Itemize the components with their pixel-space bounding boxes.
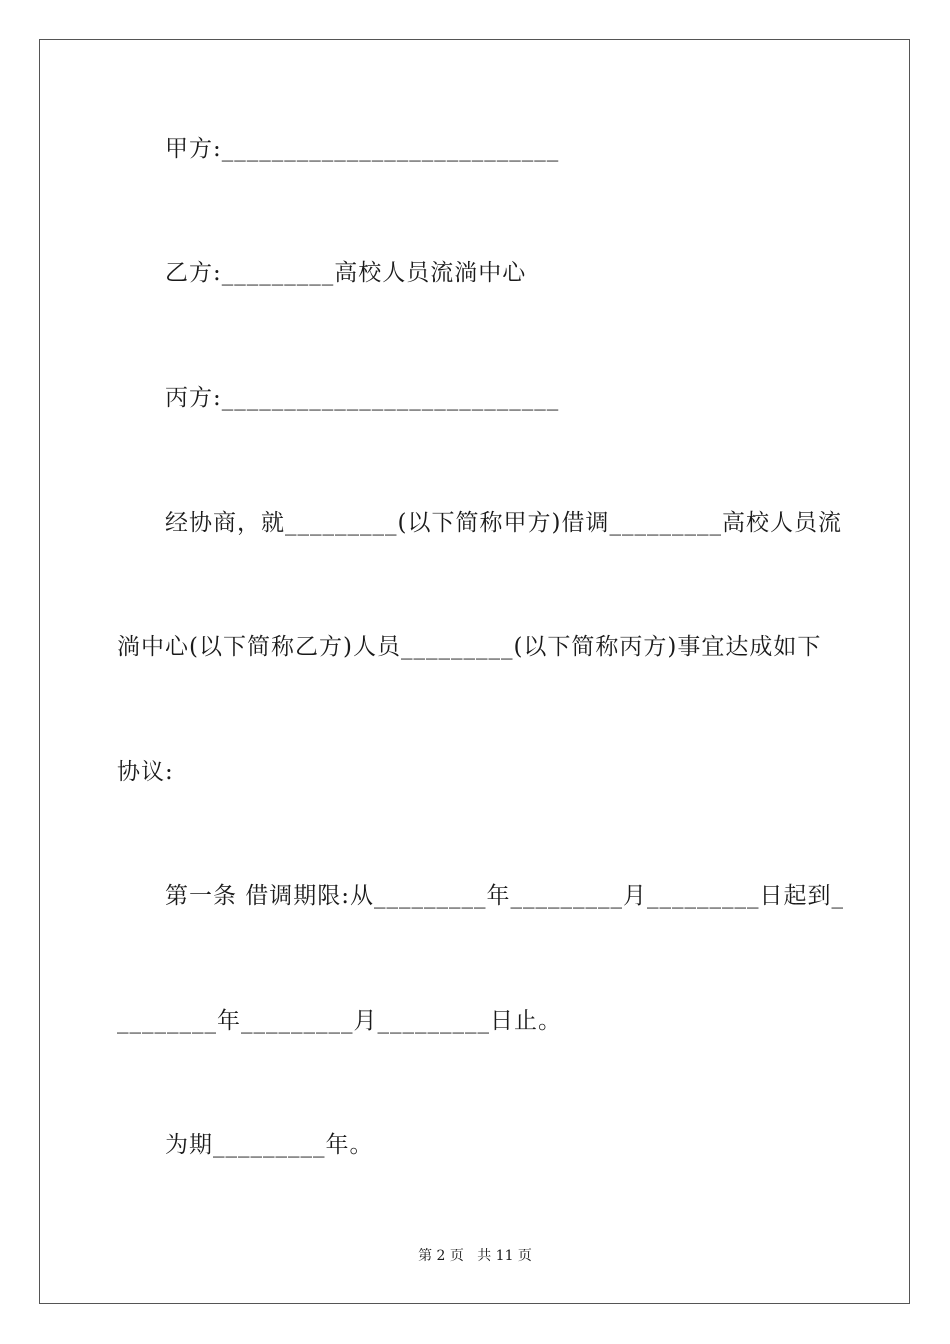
paragraph-line: 淌中心(以下简称乙方)人员_________(以下简称丙方)事宜达成如下 (117, 634, 822, 660)
party-c-line: 丙方:___________________________ (165, 385, 560, 411)
page-border (39, 39, 910, 1304)
term-line: 为期_________年。 (165, 1132, 374, 1158)
party-a-line: 甲方:___________________________ (165, 136, 560, 162)
party-b-line: 乙方:_________高校人员流淌中心 (165, 260, 527, 286)
article-line: 第一条 借调期限:从_________年_________月_________日起到_ (165, 883, 845, 909)
paragraph-line: 经协商，就_________(以下简称甲方)借调_________高校人员流 (165, 510, 842, 536)
page-footer: 第 2 页 共 11 页 (418, 1248, 532, 1264)
paragraph-line: 协议: (117, 759, 174, 785)
article-line: ________年_________月_________日止。 (117, 1008, 562, 1034)
